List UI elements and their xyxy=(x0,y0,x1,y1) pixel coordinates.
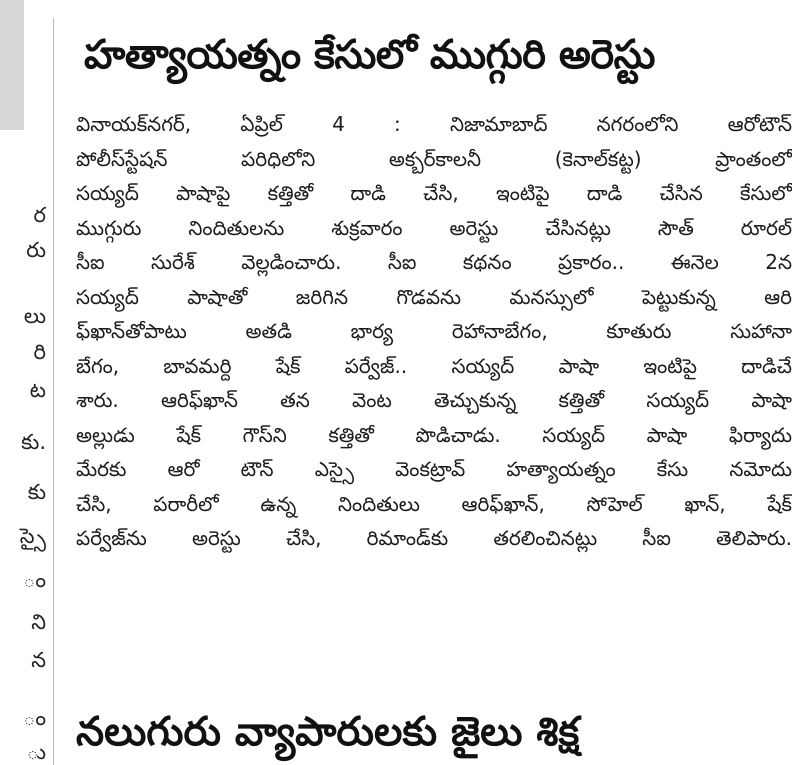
article-body-line: ఫ్‌ఖాన్‌తోపాటు అతడి భార్య రెహానాబేగం, కూతురు సుహానా xyxy=(76,319,792,343)
article-body-line: చేసి, పరారీలో ఉన్న నిందితులు ఆరిఫ్‌ఖాన్, సోహెల్ ఖాన్, షేక్ xyxy=(76,491,792,516)
article-body-line: సయ్యద్ పాషాతో జరిగిన గొడవను మనస్సులో పెట్టుకున్న ఆరి xyxy=(76,284,792,309)
adjacent-column-text: స్సై xyxy=(19,524,46,548)
adjacent-column-text: ని xyxy=(31,610,46,634)
adjacent-column-text: కు. xyxy=(21,430,46,454)
article-headline: హత్యాయత్నం కేసులో ముగ్గురి అరెస్టు xyxy=(84,32,656,78)
article-body-line: పోలీస్‌స్టేషన్ పరిధిలోని అక్బర్‌కాలనీ (కెనాల్‌కట్ట) ప్రాంతంలో xyxy=(76,146,792,171)
next-article-headline: నలుగురు వ్యాపారులకు జైలు శిక్ష xyxy=(76,709,580,755)
article-body-line: సయ్యద్ పాషాపై కత్తితో దాడి చేసి, ఇంటిపై దాడి చేసిన కేసులో xyxy=(76,181,792,205)
adjacent-column-text: రు xyxy=(26,238,46,262)
adjacent-column-text: ం xyxy=(23,568,46,592)
adjacent-column-text: ు xyxy=(26,740,46,764)
adjacent-column-text: న xyxy=(31,648,46,672)
adjacent-column-gray-box xyxy=(0,0,24,130)
article-body-line: బేగం, బావమర్ది షేక్ పర్వేజ్.. సయ్యద్ పాషా ఇంటిపై దాడిచే xyxy=(76,353,792,378)
adjacent-column-text: కు xyxy=(27,480,46,504)
article-body-line: సీఐ సురేశ్ వెల్లడించారు. సీఐ కథనం ప్రకారం.. ఈనెల 2న xyxy=(76,250,792,274)
article-body-line: మేరకు ఆరో టౌన్ ఎస్సై వెంకట్రావ్ హత్యాయత్నం కేసు నమోదు xyxy=(76,457,792,481)
column-divider xyxy=(53,18,54,765)
adjacent-column-text: ం xyxy=(23,706,46,730)
adjacent-column-text: లు xyxy=(23,304,46,328)
article-body-line: వినాయక్‌నగర్, ఏప్రిల్ 4 : నిజామాబాద్ నగరంలోని ఆరోటౌన్ xyxy=(76,112,792,136)
adjacent-column-text: రి xyxy=(33,340,46,364)
adjacent-column-fragment xyxy=(0,0,48,765)
adjacent-column-text: ట xyxy=(29,378,46,402)
article-body-line: అల్లుడు షేక్ గౌస్‌ని కత్తితో పొడిచాడు. సయ్యద్ పాషా ఫిర్యాదు xyxy=(76,422,792,447)
article-body-line: పర్వేజ్‌ను అరెస్టు చేసి, రిమాండ్‌కు తరలించినట్లు సీఐ తెలిపారు. xyxy=(76,526,792,550)
adjacent-column-text: ర xyxy=(33,203,46,227)
article-body-line: శారు. ఆరిఫ్‌ఖాన్ తన వెంట తెచ్చుకున్న కత్తితో సయ్యద్ పాషా xyxy=(76,388,792,412)
article-body-line: ముగ్గురు నిందితులను శుక్రవారం అరెస్టు చేసినట్లు సౌత్ రూరల్ xyxy=(76,215,792,240)
article-body xyxy=(76,107,792,556)
